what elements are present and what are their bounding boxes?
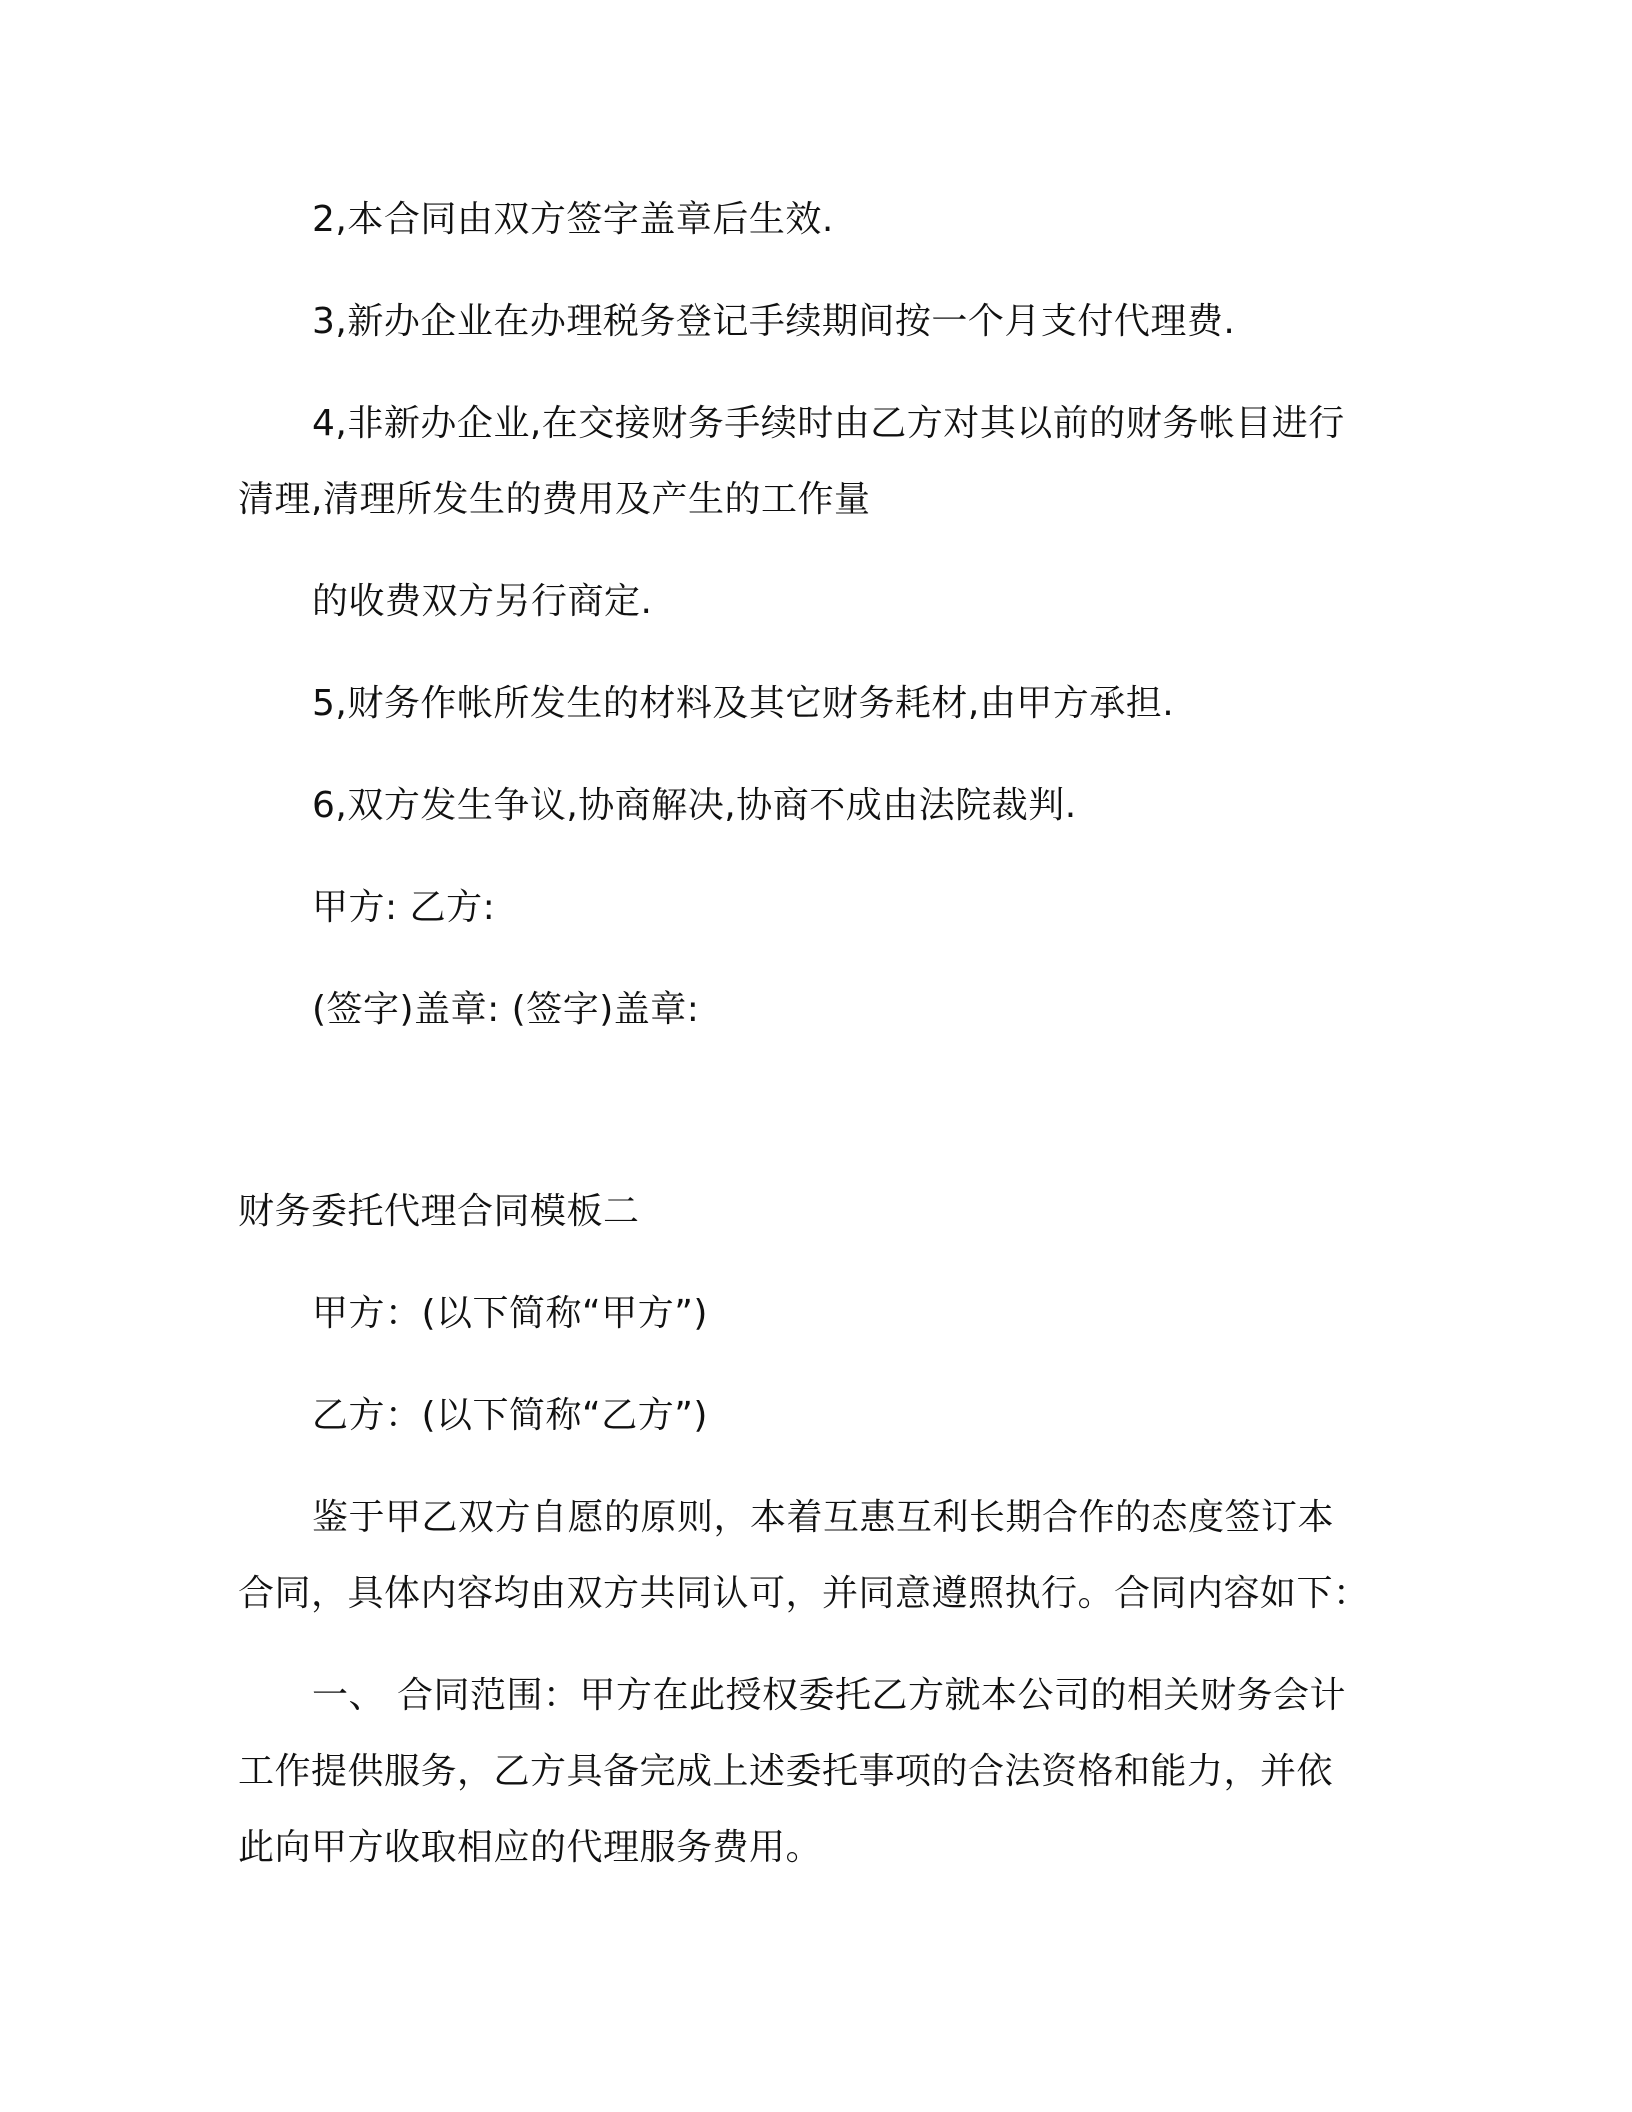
signature-seal: (签字)盖章: (签字)盖章: — [312, 989, 700, 1030]
template-two-title: 财务委托代理合同模板二 — [238, 1191, 640, 1232]
scope-line-1: 一、 合同范围：甲方在此授权委托乙方就本公司的相关财务会计 — [312, 1675, 1346, 1716]
scope-line-2: 工作提供服务，乙方具备完成上述委托事项的合法资格和能力，并依 — [238, 1751, 1334, 1792]
clause-4-line-3: 的收费双方另行商定. — [312, 581, 653, 622]
signature-parties: 甲方: 乙方: — [312, 887, 496, 928]
clause-6: 6,双方发生争议,协商解决,协商不成由法院裁判. — [312, 785, 1077, 826]
preamble-line-2: 合同，具体内容均由双方共同认可，并同意遵照执行。合同内容如下： — [238, 1573, 1370, 1614]
clause-2: 2,本合同由双方签字盖章后生效. — [312, 199, 834, 240]
preamble-line-1: 鉴于甲乙双方自愿的原则，本着互惠互利长期合作的态度签订本 — [312, 1497, 1335, 1538]
party-b-line: 乙方：(以下简称“乙方”) — [312, 1395, 708, 1436]
party-a-line: 甲方：(以下简称“甲方”) — [312, 1293, 708, 1334]
clause-4-line-2: 清理,清理所发生的费用及产生的工作量 — [238, 479, 871, 520]
clause-3: 3,新办企业在办理税务登记手续期间按一个月支付代理费. — [312, 301, 1236, 342]
clause-4-line-1: 4,非新办企业,在交接财务手续时由乙方对其以前的财务帐目进行 — [312, 403, 1345, 444]
clause-5: 5,财务作帐所发生的材料及其它财务耗材,由甲方承担. — [312, 683, 1175, 724]
scope-line-3: 此向甲方收取相应的代理服务费用。 — [238, 1827, 823, 1868]
